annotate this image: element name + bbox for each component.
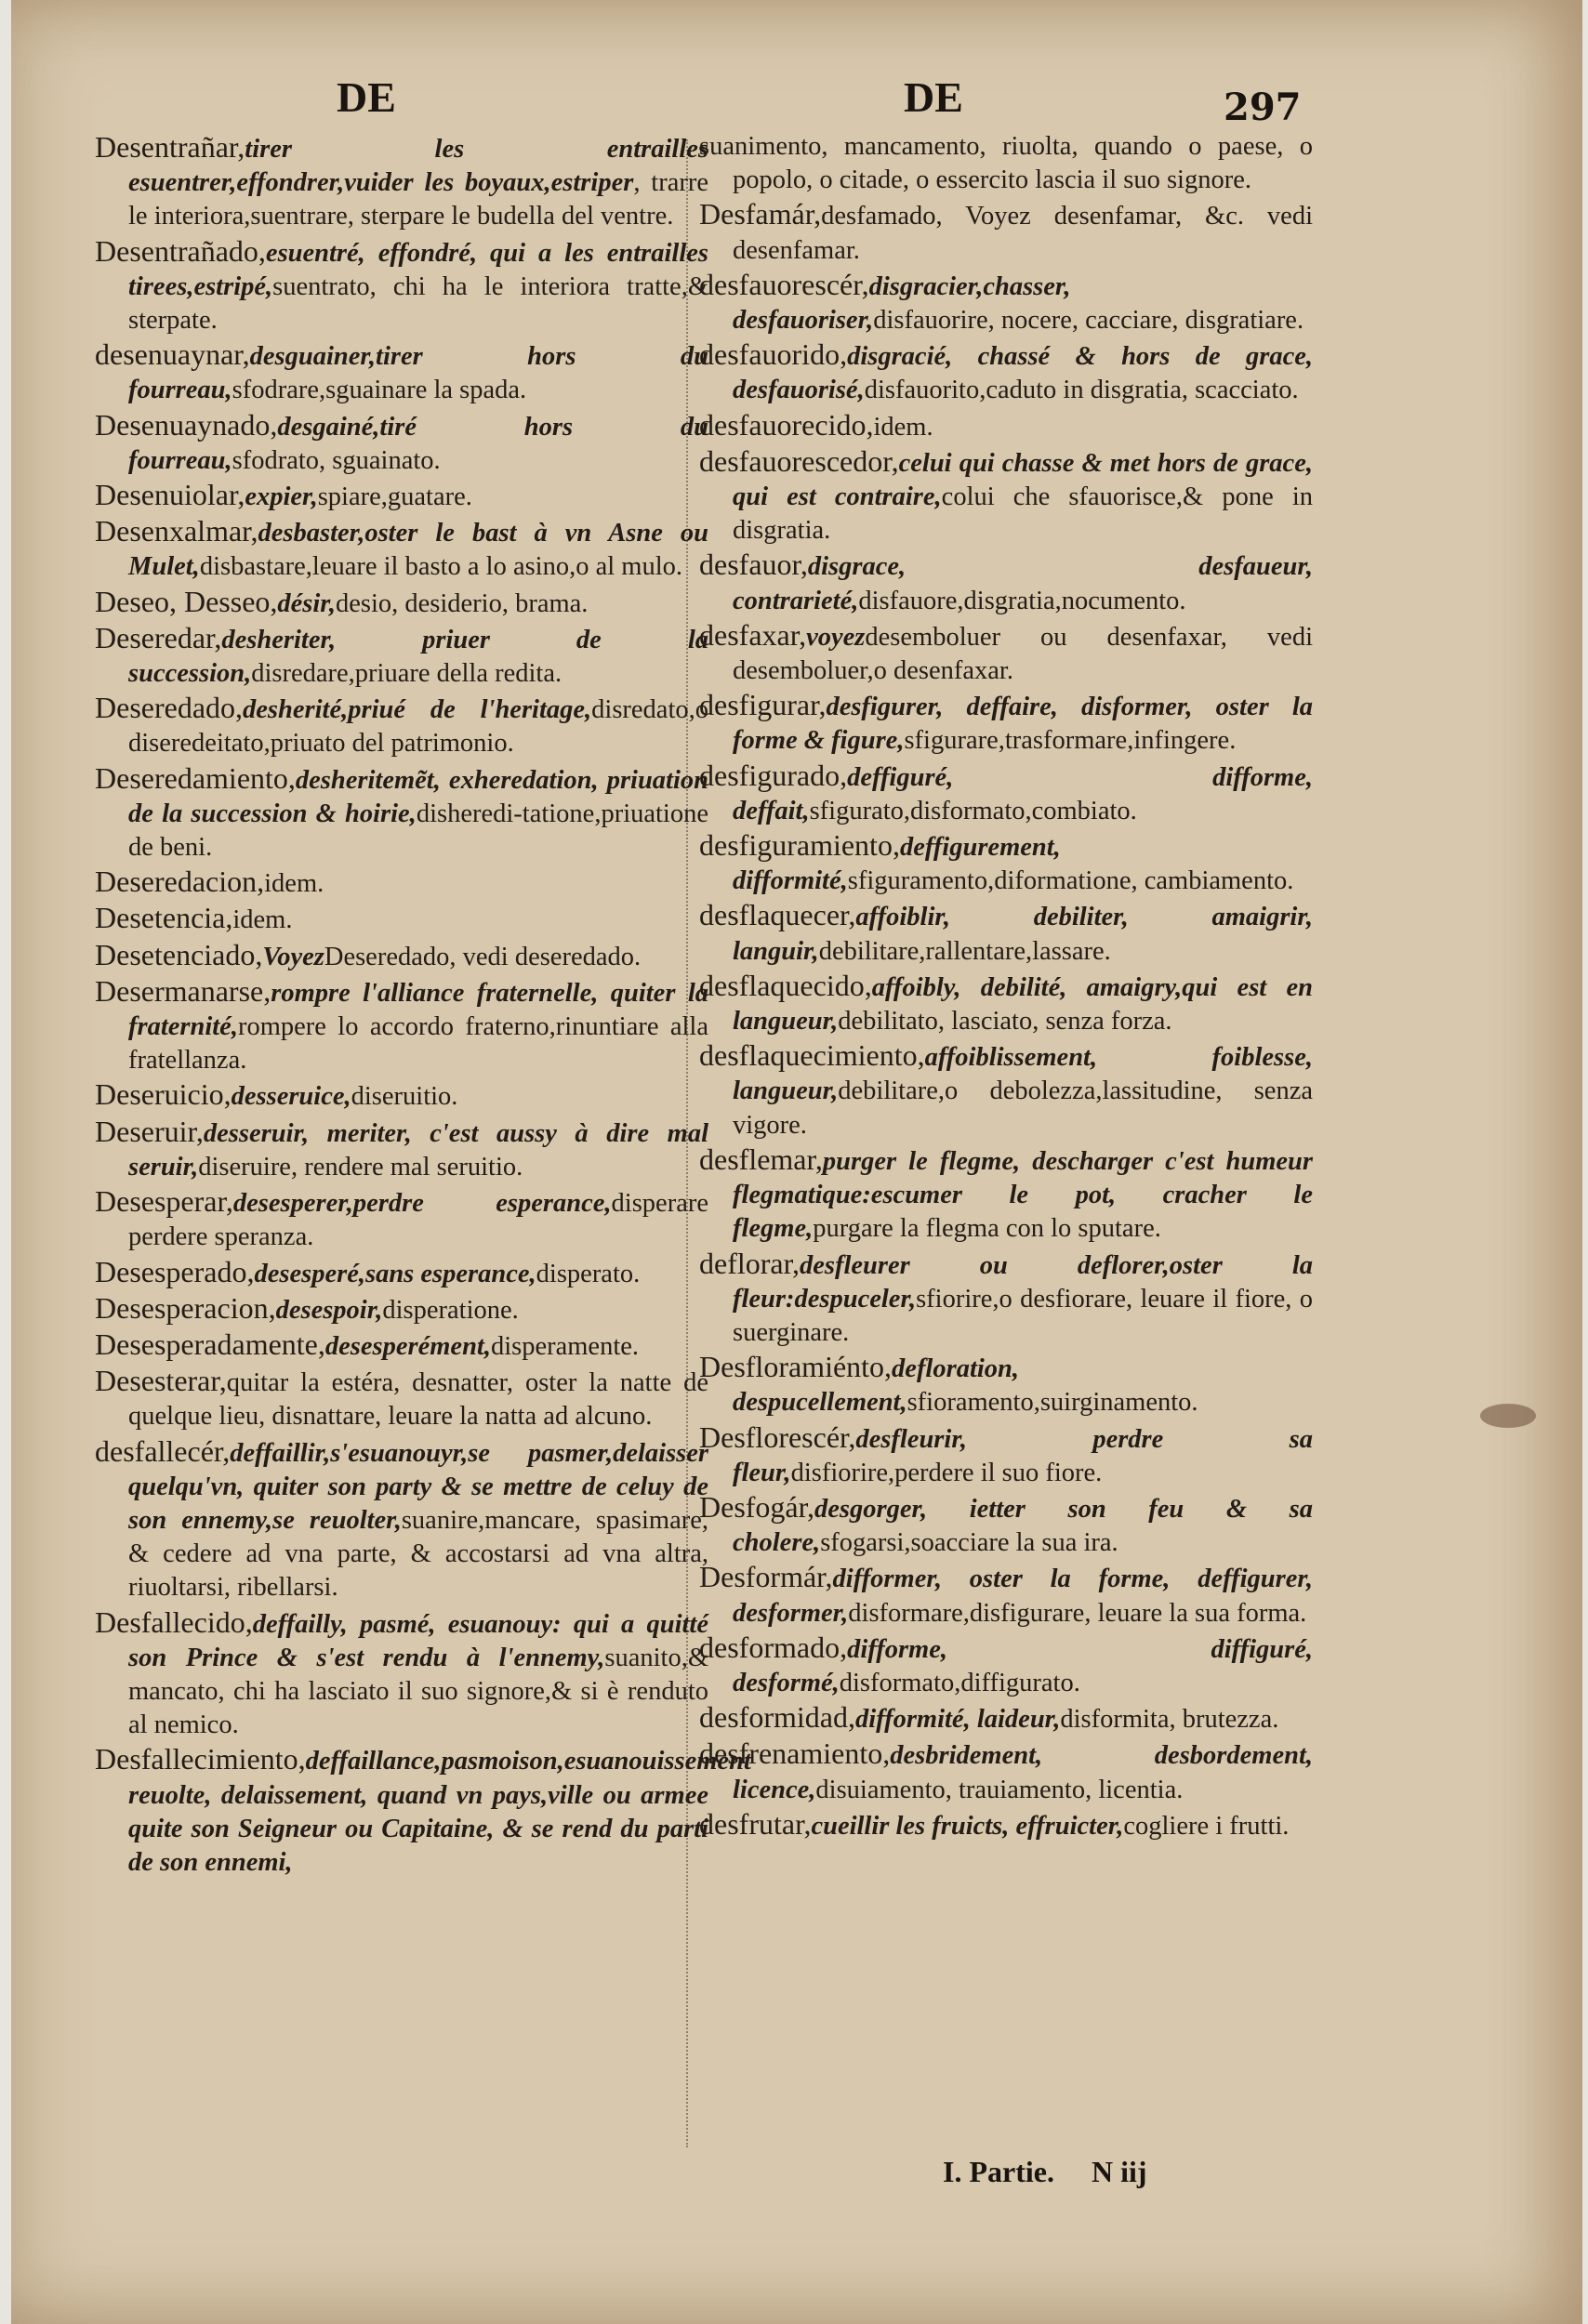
french-gloss: expier, bbox=[245, 482, 318, 512]
dictionary-entry bbox=[699, 1700, 1313, 1736]
french-gloss: desgorger, ietter son feu & sa cholere, bbox=[733, 1494, 1313, 1558]
headword: Desesperadamente, bbox=[95, 1327, 325, 1361]
french-gloss: purger le flegme, descharger c'est humeur flegmatique:escumer le pot, cracher le flegme, bbox=[733, 1146, 1313, 1244]
headword: desfauorido, bbox=[699, 337, 848, 372]
french-gloss: desheritemẽt, exheredation, priuation de la succession & hoirie, bbox=[128, 765, 708, 828]
italian-gloss: suanire,mancare, spasimare, & cedere ad vna parte, & accostarsi ad vna altra, riuoltarsi, ribellarsi. bbox=[128, 1505, 709, 1603]
italian-gloss: suanito,& mancato, chi ha lasciato il suo signore,& si è renduto al nemico. bbox=[128, 1643, 708, 1740]
french-gloss: deffaillir,s'esuanouyr,se pasmer,delaisser quelqu'vn, quiter son party & se mettre de celuy de son ennemy,se reuolter, bbox=[128, 1438, 708, 1535]
part-label: I. Partie. bbox=[943, 2155, 1054, 2188]
dictionary-entry bbox=[699, 1420, 1313, 1490]
dictionary-entry bbox=[699, 969, 1313, 1038]
headword: Desenxalmar, bbox=[95, 514, 258, 548]
dictionary-entry bbox=[95, 337, 708, 407]
headword: Deseredamiento, bbox=[95, 760, 296, 795]
italian-gloss: disfauorito,caduto in disgratia, scacciato. bbox=[864, 376, 1299, 405]
french-gloss: Voyez bbox=[262, 942, 324, 971]
headword: deflorar, bbox=[699, 1246, 800, 1280]
italian-gloss: suentrato, chi ha le interiora tratte,& sterpate. bbox=[128, 271, 708, 336]
french-gloss: disgracier,chasser, desfauoriser, bbox=[733, 271, 1071, 336]
dictionary-entry bbox=[699, 408, 1313, 444]
book-page bbox=[11, 0, 1582, 2324]
dictionary-entry bbox=[699, 1736, 1313, 1806]
italian-gloss: disformare,disfigurare, leuare la sua forma. bbox=[848, 1598, 1307, 1628]
dictionary-entry bbox=[95, 691, 708, 760]
dictionary-entry bbox=[95, 1327, 708, 1364]
french-gloss: deffigurement, difformité, bbox=[733, 833, 1061, 896]
headword: desflaquecer, bbox=[699, 898, 856, 932]
italian-gloss: cogliere i frutti. bbox=[1123, 1811, 1290, 1841]
italian-gloss: sfiorire,o desfiorare, leuare il fiore, o suerginare. bbox=[733, 1284, 1313, 1347]
dictionary-entry bbox=[699, 898, 1313, 968]
dictionary-entry bbox=[95, 1255, 708, 1291]
french-gloss: desbridement, desbordement, licence, bbox=[733, 1741, 1313, 1804]
headword: desfiguramiento, bbox=[699, 828, 900, 863]
ink-stain bbox=[1480, 1404, 1536, 1428]
dictionary-entry bbox=[95, 974, 708, 1078]
french-gloss: desgainé,tiré hors du fourreau, bbox=[128, 412, 708, 475]
italian-gloss: sfodrato, sguainato. bbox=[232, 445, 441, 475]
headword: Desfallecido, bbox=[95, 1604, 253, 1639]
italian-gloss: idem. bbox=[873, 412, 933, 442]
headword: Deseredacion, bbox=[95, 865, 265, 899]
italian-gloss: Deseredado, vedi deseredado. bbox=[324, 942, 642, 971]
italian-gloss: diseruitio. bbox=[351, 1082, 458, 1112]
italian-gloss: desfamado, Voyez desenfamar, &c. vedi desenfamar. bbox=[733, 202, 1313, 265]
headword: Desenuiolar, bbox=[95, 478, 245, 512]
dictionary-entry bbox=[95, 901, 708, 937]
dictionary-entry bbox=[699, 688, 1313, 758]
dictionary-entry bbox=[95, 1291, 708, 1327]
french-gloss: difformer, oster la forme, deffigurer, desformer, bbox=[733, 1565, 1313, 1628]
headword: desformidad, bbox=[699, 1700, 855, 1735]
italian-gloss: debilitare,rallentare,lassare. bbox=[818, 936, 1111, 966]
italian-gloss: sfodrare,sguainare la spada. bbox=[232, 376, 527, 405]
italian-gloss: disheredi-tatione,priuatione de beni. bbox=[128, 799, 708, 863]
dictionary-entry bbox=[699, 1247, 1313, 1351]
headword: Desentrañar, bbox=[95, 130, 245, 164]
italian-gloss: debilitato, lasciato, senza forza. bbox=[838, 1007, 1172, 1037]
dictionary-entry bbox=[95, 234, 708, 338]
dictionary-entry bbox=[699, 130, 1313, 197]
italian-gloss: disbastare,leuare il basto a lo asino,o al mulo. bbox=[199, 552, 683, 582]
french-gloss: desherité,priué de l'heritage, bbox=[243, 695, 592, 725]
dictionary-entry bbox=[95, 1077, 708, 1114]
dictionary-entry bbox=[699, 1038, 1313, 1142]
dictionary-entry bbox=[95, 130, 708, 234]
french-gloss: cueillir les fruicts, effruicter, bbox=[811, 1811, 1124, 1841]
french-gloss: desheriter, priuer de la succession, bbox=[128, 625, 708, 689]
page-number: 297 bbox=[1224, 86, 1302, 129]
italian-gloss: desio, desiderio, brama. bbox=[335, 588, 589, 618]
french-gloss: deffiguré, difforme, deffait, bbox=[733, 762, 1313, 825]
running-head-left: DE bbox=[337, 73, 396, 121]
headword: desfaxar, bbox=[699, 617, 807, 652]
italian-gloss: sfogarsi,soacciare la sua ira. bbox=[820, 1528, 1118, 1558]
french-gloss: desseruice, bbox=[231, 1082, 351, 1112]
italian-gloss: desemboluer ou desenfaxar, vedi desemboluer,o desenfaxar. bbox=[733, 622, 1313, 686]
headword: desfrenamiento, bbox=[699, 1736, 891, 1771]
french-gloss: desbaster,oster le bast à vn Asne ou Mulet, bbox=[128, 519, 708, 582]
headword: Desfogár, bbox=[699, 1489, 814, 1524]
headword: Desesperar, bbox=[95, 1184, 233, 1219]
headword: Desentrañado, bbox=[95, 233, 266, 268]
column-divider bbox=[686, 139, 690, 2147]
dictionary-entry bbox=[699, 197, 1313, 267]
headword: desfauorescedor, bbox=[699, 443, 899, 478]
italian-gloss: spiare,guatare. bbox=[317, 482, 472, 512]
headword: desfauorecido, bbox=[699, 407, 874, 442]
french-gloss: disgracié, chassé & hors de grace, desfauorisé, bbox=[733, 342, 1313, 405]
french-gloss: desfleurer ou deflorer,oster la fleur:despuceler, bbox=[733, 1250, 1313, 1314]
italian-gloss: sfiguramento,diformatione, cambiamento. bbox=[847, 866, 1294, 896]
headword: desfauorescér, bbox=[699, 267, 869, 301]
french-gloss: désir, bbox=[277, 588, 336, 618]
page-footer bbox=[943, 2155, 1147, 2189]
italian-gloss: disfauorire, nocere, cacciare, disgratiare. bbox=[873, 306, 1304, 336]
dictionary-entry bbox=[95, 1115, 708, 1184]
italian-gloss: disformita, brutezza. bbox=[1060, 1705, 1279, 1735]
italian-gloss: quitar la estéra, desnatter, oster la natte de quelque lieu, disnattare, leuare la natta ad alcuno. bbox=[128, 1368, 708, 1432]
dictionary-entry bbox=[95, 514, 708, 584]
dictionary-entry bbox=[95, 761, 708, 865]
headword: desfigurar, bbox=[699, 688, 827, 722]
italian-gloss: sfigurato,disformato,combiato. bbox=[809, 796, 1137, 825]
headword: desfigurado, bbox=[699, 758, 848, 792]
french-gloss: rompre l'alliance fraternelle, quiter la fraternité, bbox=[128, 978, 708, 1042]
french-gloss: desespoir, bbox=[275, 1295, 383, 1325]
dictionary-entry bbox=[699, 1142, 1313, 1247]
headword: Desfallecimiento, bbox=[95, 1742, 306, 1776]
dictionary-entry bbox=[95, 1605, 708, 1743]
french-gloss: celui qui chasse & met hors de grace, qui est contraire, bbox=[733, 448, 1313, 512]
italian-gloss: suanimento, mancamento, riuolta, quando o paese, o popolo, o citade, o essercito lascia il suo signore. bbox=[699, 132, 1313, 195]
dictionary-entry bbox=[699, 268, 1313, 337]
dictionary-entry bbox=[699, 548, 1313, 617]
italian-gloss: rompere lo accordo fraterno,rinuntiare alla fratellanza. bbox=[128, 1012, 708, 1076]
dictionary-entry bbox=[95, 1742, 751, 1880]
french-gloss: deffailly, pasmé, esuanouy: qui a quitté son Prince & s'est rendu à l'ennemy, bbox=[128, 1609, 708, 1672]
headword: Desfloramiénto, bbox=[699, 1350, 893, 1384]
french-gloss: desseruir, meriter, c'est aussy à dire mal seruir, bbox=[128, 1118, 708, 1182]
italian-gloss: sfigurare,trasformare,infingere. bbox=[904, 726, 1237, 756]
italian-gloss: colui che sfauorisce,& pone in disgratia. bbox=[733, 482, 1313, 546]
headword: desflaquecido, bbox=[699, 968, 872, 1002]
french-gloss: esuentré, effondré, qui a les entrailles tirees,estripé, bbox=[128, 238, 708, 301]
headword: Desesperado, bbox=[95, 1254, 255, 1288]
italian-gloss: purgare la flegma con lo sputare. bbox=[813, 1214, 1161, 1244]
italian-gloss: idem. bbox=[232, 905, 293, 935]
french-gloss: defloration, despucellement, bbox=[733, 1354, 1020, 1418]
headword: desfallecér, bbox=[95, 1433, 231, 1468]
french-gloss: desfigurer, deffaire, disformer, oster la forme & figure, bbox=[733, 693, 1313, 756]
french-gloss: affoibly, debilité, amaigry,qui est en langueur, bbox=[733, 972, 1313, 1037]
italian-gloss: diseruire, rendere mal seruitio. bbox=[198, 1152, 523, 1182]
headword: Deseruir, bbox=[95, 1114, 204, 1148]
dictionary-entry bbox=[699, 337, 1313, 407]
french-gloss: deffaillance,pasmoison,esuanouissement reuolte, delaissement, quand vn pays,ville ou armee quite son Seigneur ou Capitaine, & se rend du parti de son ennemi, bbox=[128, 1747, 751, 1877]
headword: Deseo, Desseo, bbox=[95, 584, 278, 618]
italian-gloss: disperatione. bbox=[382, 1295, 519, 1325]
headword: desformado, bbox=[699, 1630, 848, 1664]
italian-gloss: disfiorire,perdere il suo fiore. bbox=[790, 1458, 1103, 1487]
french-gloss: affoiblir, debiliter, amaigrir, languir, bbox=[733, 903, 1313, 966]
italian-gloss: , trarre le interiora,suentrare, sterpare le budella del ventre. bbox=[128, 168, 708, 231]
headword: Desformár, bbox=[699, 1560, 833, 1594]
italian-gloss: idem. bbox=[264, 869, 324, 899]
headword: Desesterar, bbox=[95, 1364, 227, 1398]
italian-gloss: disredare,priuare della redita. bbox=[251, 659, 562, 689]
headword: desflemar, bbox=[699, 1142, 823, 1176]
headword: Deseruicio, bbox=[95, 1077, 232, 1112]
dictionary-entry bbox=[95, 938, 708, 974]
dictionary-entry bbox=[699, 828, 1313, 898]
dictionary-entry bbox=[95, 585, 708, 621]
headword: Desermanarse, bbox=[95, 973, 271, 1008]
headword: Desflorescér, bbox=[699, 1419, 856, 1454]
french-gloss: difformité, laideur, bbox=[854, 1705, 1061, 1735]
french-gloss: desguainer,tirer hors du fourreau, bbox=[128, 342, 708, 405]
dictionary-entry bbox=[95, 865, 708, 901]
headword: Desesperacion, bbox=[95, 1290, 276, 1325]
italian-gloss: sfioramento,suirginamento. bbox=[906, 1388, 1198, 1418]
right-column bbox=[699, 130, 1313, 1843]
dictionary-entry bbox=[95, 1364, 708, 1433]
dictionary-entry bbox=[699, 618, 1313, 688]
dictionary-entry bbox=[699, 1350, 1313, 1419]
italian-gloss: debilitare,o debolezza,lassitudine, senza vigore. bbox=[733, 1076, 1313, 1140]
dictionary-entry bbox=[699, 444, 1313, 548]
signature-mark: N iij bbox=[1091, 2155, 1147, 2188]
dictionary-entry bbox=[699, 1490, 1313, 1560]
dictionary-entry bbox=[95, 621, 708, 691]
dictionary-entry bbox=[699, 1560, 1313, 1630]
headword: Desenuaynado, bbox=[95, 407, 278, 442]
italian-gloss: disperato. bbox=[536, 1259, 641, 1288]
headword: Deseredado, bbox=[95, 691, 244, 725]
dictionary-entry bbox=[95, 408, 708, 478]
italian-gloss: disfauore,disgratia,nocumento. bbox=[858, 586, 1186, 615]
dictionary-entry bbox=[699, 1631, 1313, 1700]
french-gloss: desesperé,sans esperance, bbox=[254, 1259, 536, 1288]
headword: desflaquecimiento, bbox=[699, 1038, 925, 1073]
french-gloss: voyez bbox=[806, 622, 866, 652]
dictionary-entry bbox=[699, 1807, 1313, 1843]
french-gloss: desesperément, bbox=[324, 1331, 491, 1361]
headword: Deseredar, bbox=[95, 620, 222, 654]
italian-gloss: disredato,o diseredeitato,priuato del patrimonio. bbox=[128, 695, 708, 759]
headword: Desetenciado, bbox=[95, 937, 263, 971]
headword: Desfamár, bbox=[699, 197, 822, 231]
running-head-right: DE bbox=[904, 73, 963, 121]
dictionary-entry bbox=[699, 759, 1313, 828]
dictionary-entry bbox=[95, 478, 708, 514]
french-gloss: difforme, diffiguré, desformé, bbox=[733, 1634, 1313, 1697]
headword: desfauor, bbox=[699, 548, 808, 582]
dictionary-entry bbox=[95, 1434, 708, 1605]
dictionary-entry bbox=[95, 1184, 708, 1254]
french-gloss: affoiblissement, foiblesse, langueur, bbox=[733, 1043, 1313, 1106]
french-gloss: tirer les entrailles esuentrer,effondrer,vuider les boyaux,estriper bbox=[128, 135, 708, 198]
french-gloss: desfleurir, perdre sa fleur, bbox=[733, 1424, 1313, 1487]
french-gloss: disgrace, desfaueur, contrarieté, bbox=[733, 552, 1313, 615]
italian-gloss: disformato,diffigurato. bbox=[839, 1668, 1080, 1697]
italian-gloss: disuiamento, trauiamento, licentia. bbox=[815, 1775, 1184, 1804]
headword: desenuaynar, bbox=[95, 337, 250, 372]
french-gloss: desesperer,perdre esperance, bbox=[232, 1189, 612, 1219]
italian-gloss: disperare perdere speranza. bbox=[128, 1189, 708, 1252]
headword: Desetencia, bbox=[95, 901, 233, 935]
italian-gloss: disperamente. bbox=[490, 1331, 640, 1361]
headword: desfrutar, bbox=[699, 1806, 812, 1841]
